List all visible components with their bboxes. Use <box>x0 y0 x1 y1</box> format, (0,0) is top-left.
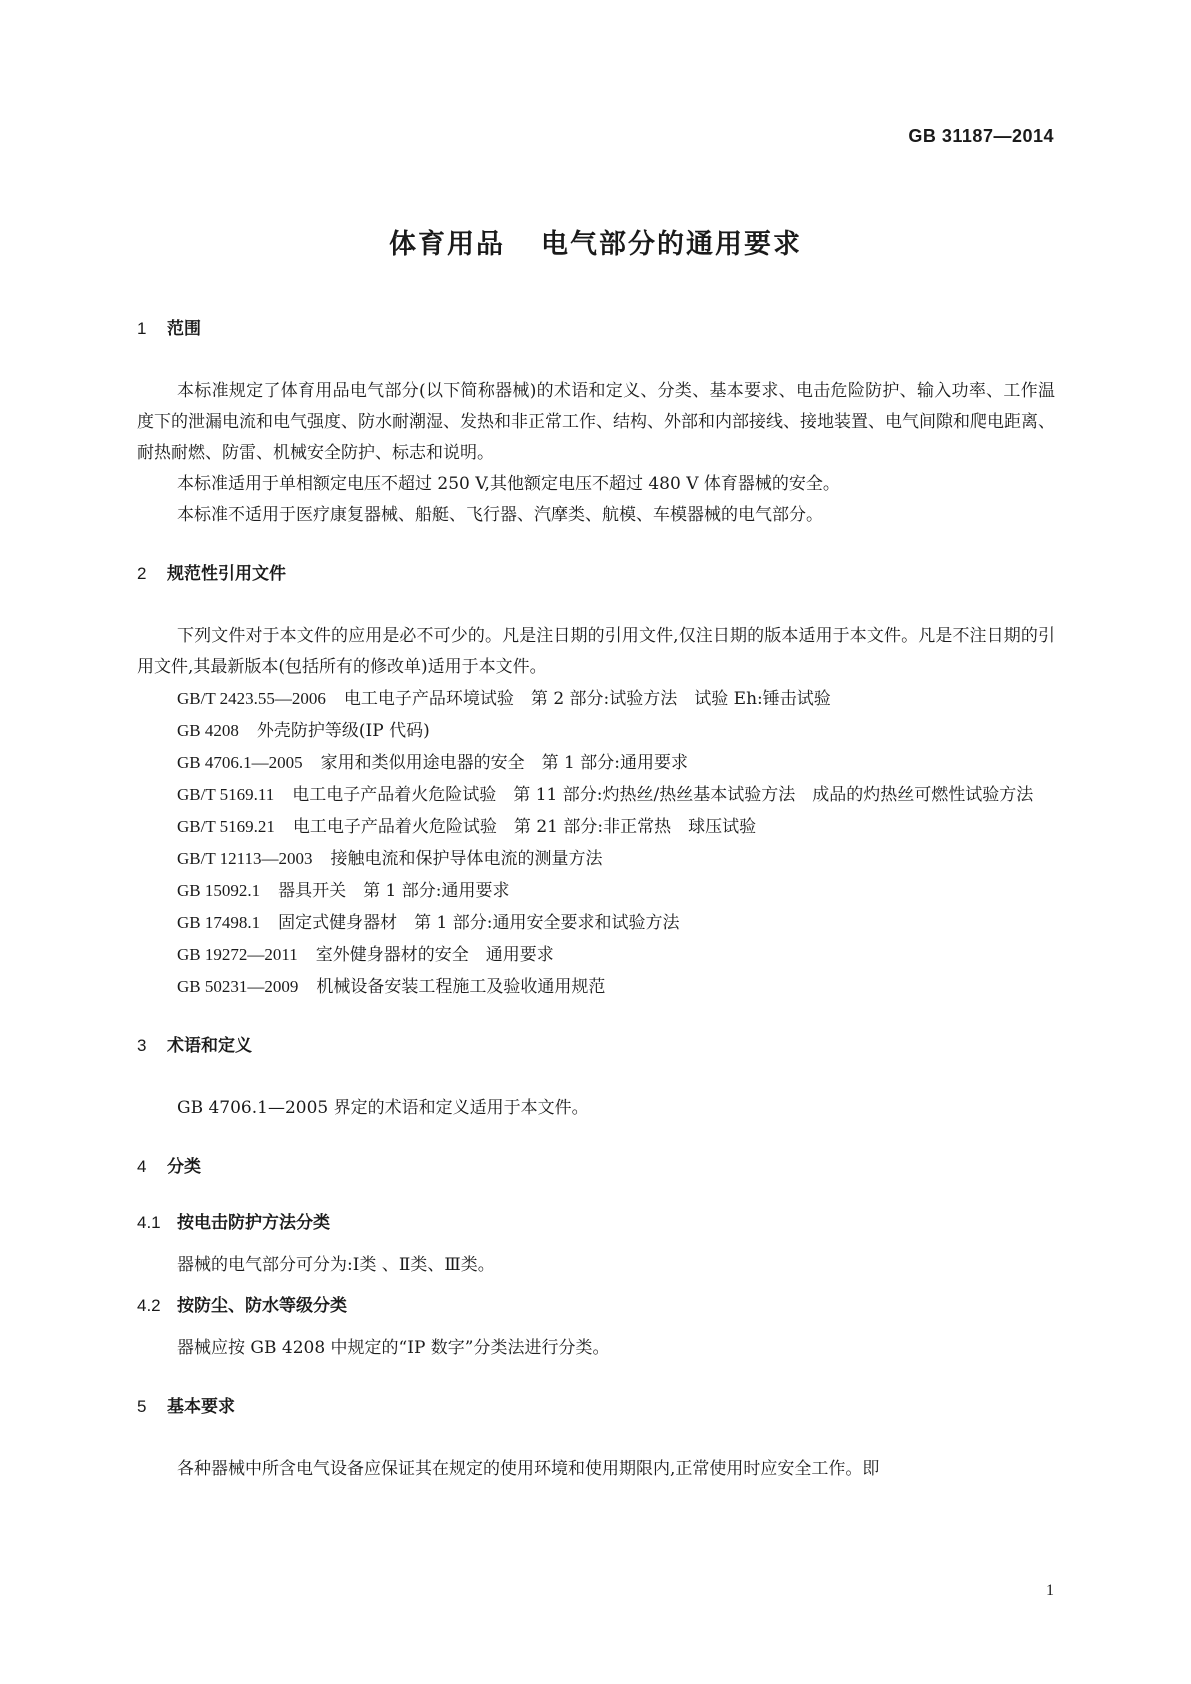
page-number: 1 <box>1046 1582 1054 1599</box>
section-heading-basic-requirements <box>137 1394 1055 1420</box>
scope-paragraph-1: 本标准规定了体育用品电气部分(以下简称器械)的术语和定义、分类、基本要求、电击危险防护、输入功率、工作温度下的泄漏电流和电气强度、防水耐潮湿、发热和非正常工作、结构、外部和内部接线、接地装置、电气间隙和爬电距离、耐热耐燃、防雷、机械安全防护、标志和说明。 <box>137 381 1055 463</box>
standard-code: GB 31187—2014 <box>908 126 1054 146</box>
reference-item: GB 19272—2011 室外健身器材的安全 通用要求 <box>177 945 554 965</box>
subsection-heading-shock-protection <box>137 1210 1055 1236</box>
section-number: 2 <box>137 564 147 583</box>
reference-item: GB 4706.1—2005 家用和类似用途电器的安全 第 1 部分:通用要求 <box>177 753 688 773</box>
scope-paragraph-3: 本标准不适用于医疗康复器械、船艇、飞行器、汽摩类、航模、车模器械的电气部分。 <box>177 505 823 525</box>
section-number: 4 <box>137 1157 147 1176</box>
basic-requirements-paragraph: 各种器械中所含电气设备应保证其在规定的使用环境和使用期限内,正常使用时应安全工作。即 <box>177 1459 880 1479</box>
reference-item: GB/T 12113—2003 接触电流和保护导体电流的测量方法 <box>177 849 603 869</box>
references-intro: 下列文件对于本文件的应用是必不可少的。凡是注日期的引用文件,仅注日期的版本适用于本文件。凡是不注日期的引用文件,其最新版本(包括所有的修改单)适用于本文件。 <box>137 626 1055 677</box>
document-body <box>137 316 1055 1485</box>
section-title: 基本要求 <box>167 1397 235 1417</box>
section-heading-terms <box>137 1033 1055 1059</box>
shock-protection-paragraph: 器械的电气部分可分为:Ⅰ类 、Ⅱ类、Ⅲ类。 <box>177 1255 495 1275</box>
reference-item: GB/T 5169.11 电工电子产品着火危险试验 第 11 部分:灼热丝/热丝基本试验方法 成品的灼热丝可燃性试验方法 <box>177 785 1034 805</box>
section-title: 术语和定义 <box>167 1036 252 1056</box>
reference-item: GB/T 2423.55—2006 电工电子产品环境试验 第 2 部分:试验方法 试验 Eh:锤击试验 <box>177 689 831 709</box>
section-title: 规范性引用文件 <box>167 564 286 584</box>
section-title: 分类 <box>167 1157 201 1177</box>
title-part-1: 体育用品 <box>389 229 505 260</box>
reference-item: GB 50231—2009 机械设备安装工程施工及验收通用规范 <box>177 977 606 997</box>
reference-item: GB/T 5169.21 电工电子产品着火危险试验 第 21 部分:非正常热 球压试验 <box>177 817 757 837</box>
subsection-heading-ip-rating <box>137 1293 1055 1319</box>
section-heading-scope <box>137 316 1055 342</box>
document-title <box>0 222 1191 261</box>
section-number: 3 <box>137 1036 147 1055</box>
section-heading-classification <box>137 1154 1055 1180</box>
title-part-2: 电气部分的通用要求 <box>541 229 802 260</box>
reference-item: GB 17498.1 固定式健身器材 第 1 部分:通用安全要求和试验方法 <box>177 913 680 933</box>
reference-item: GB 15092.1 器具开关 第 1 部分:通用要求 <box>177 881 510 901</box>
subsection-number: 4.2 <box>137 1296 161 1315</box>
subsection-title: 按电击防护方法分类 <box>177 1213 330 1233</box>
reference-item: GB 4208 外壳防护等级(IP 代码) <box>177 721 430 741</box>
subsection-number: 4.1 <box>137 1213 161 1232</box>
terms-paragraph: GB 4706.1—2005 界定的术语和定义适用于本文件。 <box>177 1098 589 1118</box>
subsection-title: 按防尘、防水等级分类 <box>177 1296 347 1316</box>
scope-paragraph-2: 本标准适用于单相额定电压不超过 250 V,其他额定电压不超过 480 V 体育器械的安全。 <box>177 474 840 494</box>
section-number: 1 <box>137 319 147 338</box>
section-title: 范围 <box>167 319 201 339</box>
section-number: 5 <box>137 1397 147 1416</box>
ip-rating-paragraph: 器械应按 GB 4208 中规定的“IP 数字”分类法进行分类。 <box>177 1338 610 1358</box>
section-heading-normative-references <box>137 561 1055 587</box>
